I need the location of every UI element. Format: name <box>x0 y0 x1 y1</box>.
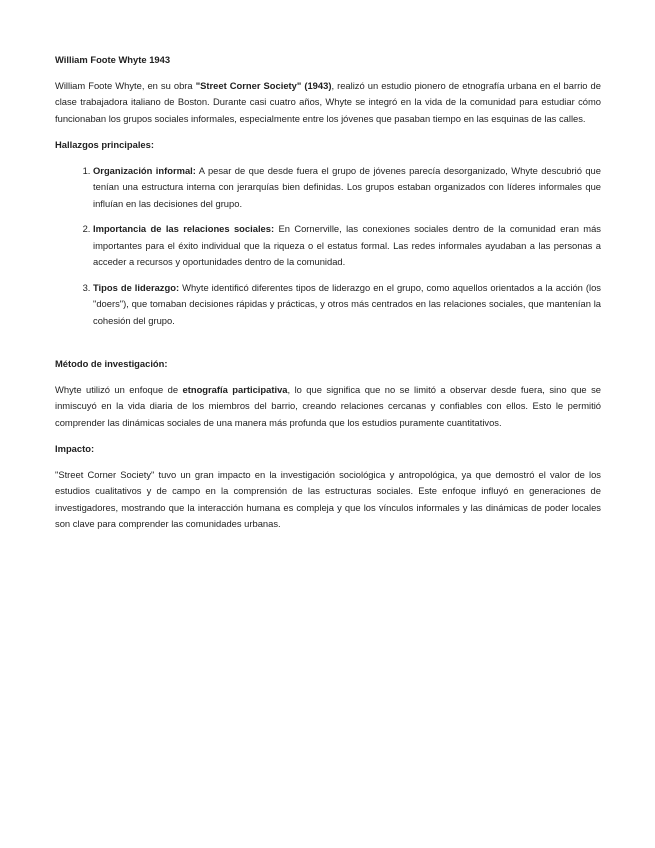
intro-text-end: , realizó un estudio pionero de etnografía urbana en el barrio de clase trabajadora italiano de Boston. Durante casi cuatro años, Whyte se integró en la vida de la comunidad para estudiar cómo funcionaban los grupos sociales informales, especialmente entre los jóvenes que pasaban tiempo en las esquinas de las calles. <box>55 79 601 124</box>
impact-paragraph: "Street Corner Society" tuvo un gran impacto en la investigación sociológica y antropológica, ya que demostró el valor de los estudios cualitativos y de campo en la comprensión de las estructuras sociales. Este enfoque influyó en generaciones de investigadores, mostrando que la interacción humana es compleja y que los vínculos informales y las dinámicas de poder locales son clave para comprender las comunidades urbanas. <box>55 468 601 529</box>
finding-item <box>93 221 601 271</box>
method-heading: Método de investigación: <box>55 358 168 369</box>
intro-text-start: William Foote Whyte, en su obra <box>55 79 196 91</box>
finding-label: Importancia de las relaciones sociales: <box>93 223 275 234</box>
finding-text: A pesar de que desde fuera el grupo de jóvenes parecía desorganizado, Whyte descubrió que tenían una estructura interna con jerarquías bien definidas. Los grupos estaban organizados con líderes informales que influían en las decisiones del grupo. <box>93 164 601 209</box>
findings-list <box>55 163 601 330</box>
finding-label: Tipos de liderazgo: <box>93 281 180 293</box>
method-paragraph <box>55 382 601 432</box>
finding-text: Whyte identificó diferentes tipos de liderazgo en el grupo, como aquellos orientados a la acción (los "doers"), que tomaban decisiones rápidas y prácticas, y otros más centrados en las relaciones sociales, que mantenían la cohesión del grupo. <box>93 281 601 326</box>
finding-text: En Cornerville, las conexiones sociales dentro de la comunidad eran más importantes para el éxito individual que la riqueza o el estatus formal. Las redes informales ayudaban a las personas a acceder a recursos y oportunidades dentro de la comunidad. <box>93 223 601 267</box>
finding-label: Organización informal: <box>93 164 196 176</box>
method-text-start: Whyte utilizó un enfoque de <box>55 383 183 395</box>
intro-paragraph <box>55 78 601 128</box>
findings-heading: Hallazgos principales: <box>55 139 154 150</box>
finding-item <box>93 163 601 213</box>
section-spacer <box>55 338 601 356</box>
method-text-end: , lo que significa que no se limitó a observar desde fuera, sino que se inmiscuyó en la vida diaria de los miembros del barrio, creando relaciones cercanas y confiables con ellos. Esto le permitió comprender las dinámicas sociales de una manera más profunda que los estudios puramente cuantitativos. <box>55 383 601 428</box>
document-title: William Foote Whyte 1943 <box>55 54 171 65</box>
finding-item <box>93 280 601 330</box>
method-bold-term: etnografía participativa <box>182 383 288 395</box>
document-body <box>55 52 601 543</box>
intro-bold-work: "Street Corner Society" (1943) <box>195 79 332 91</box>
impact-heading: Impacto: <box>55 443 95 454</box>
